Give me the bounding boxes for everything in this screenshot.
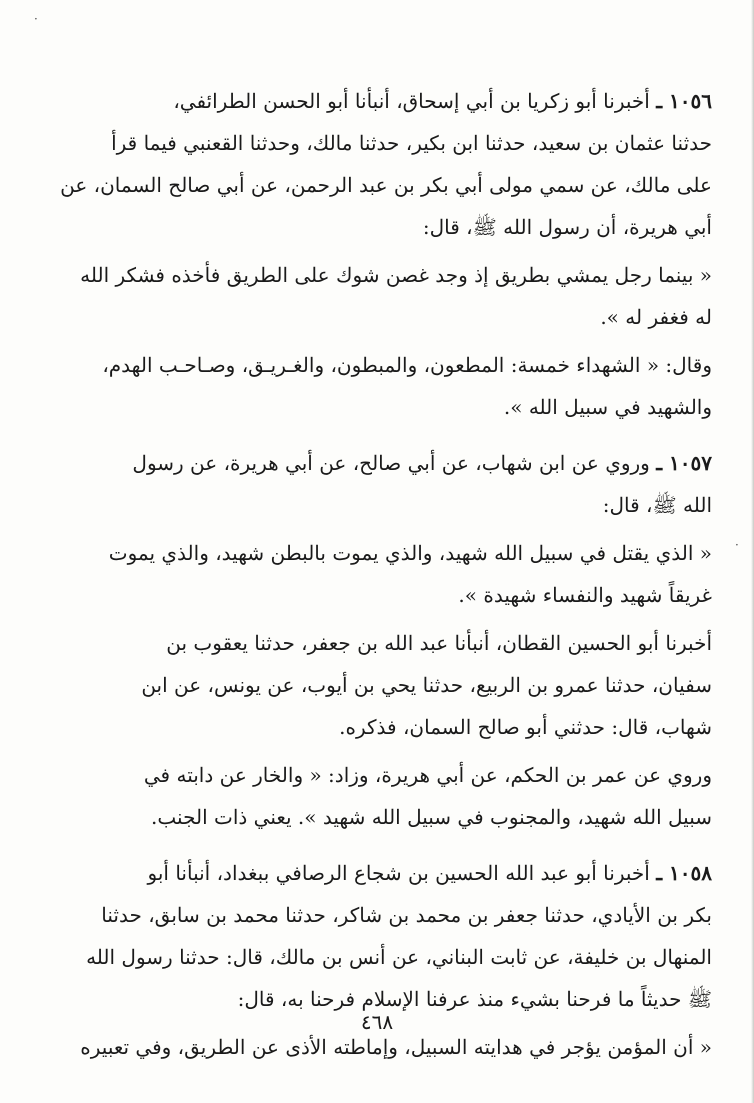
text-line: أخبرنا أبو الحسين القطان، أنبأنا عبد الله بن جعفر، حدثنا يعقوب بن [166,631,712,655]
page-number: ٤٦٨ [360,1010,394,1034]
text-line: شهاب، قال: حدثني أبو صالح السمان، فذكره. [339,715,712,739]
text-line: على مالك، عن سمي مولى أبي بكر بن عبد الرحمن، عن أبي صالح السمان، عن [60,173,712,197]
narration-paragraph [40,754,712,838]
text-line: المنهال بن خليفة، عن ثابت البناني، عن أنس بن مالك، قال: حدثنا رسول الله [86,945,712,969]
quote-paragraph [40,344,712,428]
text-line: والشهيد في سبيل الله ». [503,395,712,419]
scan-speck: · [735,538,739,552]
hadith-number: ١٠٥٦ ـ [656,89,712,113]
text-line: سبيل الله شهيد، والمجنوب في سبيل الله شهيد ». يعني ذات الجنب. [151,805,712,829]
hadith-1058 [40,852,712,1020]
text-line: حدثنا عثمان بن سعيد، حدثنا ابن بكير، حدثنا مالك، وحدثنا القعنبي فيما قرأ [111,131,712,155]
text-line: أبي هريرة، أن رسول الله ﷺ، قال: [422,215,712,239]
text-line: أخبرنا أبو زكريا بن أبي إسحاق، أنبأنا أبو الحسن الطرائفي، [173,89,650,113]
text-line: « أن المؤمن يؤجر في هدايته السبيل، وإماطته الأذى عن الطريق، وفي تعبيره [80,1035,712,1059]
text-line: وروي عن ابن شهاب، عن أبي صالح، عن أبي هريرة، عن رسول [132,451,650,475]
scan-speck: · [34,12,38,26]
text-line: وقال: « الشهداء خمسة: المطعون، والمبطون، والغـريـق، وصـاحـب الهدم، [102,353,712,377]
text-line: ﷺ حديثاً ما فرحنا بشيء منذ عرفنا الإسلام فرحنا به، قال: [237,987,712,1011]
quote-paragraph [40,532,712,616]
text-line: « بينما رجل يمشي بطريق إذ وجد غصن شوك على الطريق فأخذه فشكر الله [80,263,712,287]
text-line: غريقاً شهيد والنفساء شهيدة ». [458,583,712,607]
quote-paragraph [40,254,712,338]
hadith-1056 [40,80,712,248]
text-line: وروي عن عمر بن الحكم، عن أبي هريرة، وزاد: « والخار عن دابته في [143,763,712,787]
hadith-number: ١٠٥٧ ـ [656,451,712,475]
hadith-1057 [40,442,712,526]
page-body [40,80,712,1068]
hadith-number: ١٠٥٨ ـ [656,861,712,885]
text-line: له فغفر له ». [600,305,712,329]
text-line: بكر بن الأيادي، حدثنا جعفر بن محمد بن شاكر، حدثنا محمد بن سابق، حدثنا [101,903,712,927]
text-line: الله ﷺ، قال: [602,493,712,517]
text-line: سفيان، حدثنا عمرو بن الربيع، حدثنا يحي بن أيوب، عن يونس، عن ابن [141,673,712,697]
isnad-paragraph [40,622,712,748]
text-line: « الذي يقتل في سبيل الله شهيد، والذي يموت بالبطن شهيد، والذي يموت [108,541,712,565]
text-line: أخبرنا أبو عبد الله الحسين بن شجاع الرصافي ببغداد، أنبأنا أبو [147,861,650,885]
